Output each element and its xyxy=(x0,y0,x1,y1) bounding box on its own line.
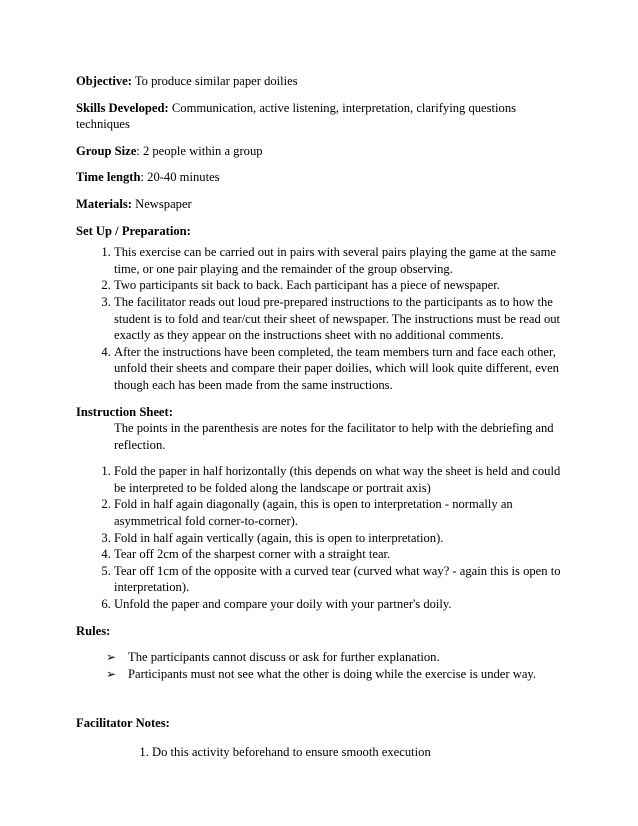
skills-line xyxy=(76,100,562,133)
instruction-item: 5. Tear off 1cm of the opposite with a curved tear (curved what way? - again this is open to interpretation). xyxy=(114,563,562,596)
facilitator-note-item: 1. Do this activity beforehand to ensure smooth execution xyxy=(152,744,562,761)
skills-text: Communication, active listening, interpretation, clarifying questions techniques xyxy=(76,100,517,132)
setup-item: 2. Two participants sit back to back. Each participant has a piece of newspaper. xyxy=(114,277,562,294)
group-size-label: Group Size xyxy=(76,143,137,158)
instruction-list xyxy=(76,463,562,612)
instruction-item: 1. Fold the paper in half horizontally (this depends on what way the sheet is held and could be interpreted to be folded along the landscape or portrait axis) xyxy=(114,463,562,496)
instruction-item: 4. Tear off 2cm of the sharpest corner with a straight tear. xyxy=(114,546,562,563)
facilitator-notes-heading: Facilitator Notes: xyxy=(76,716,170,731)
setup-item: 1. This exercise can be carried out in pairs with several pairs playing the game at the same time, or one pair playing and the remainder of the group observing. xyxy=(114,244,562,277)
rule-text: Participants must not see what the other is doing while the exercise is under way. xyxy=(128,666,537,681)
rule-text: The participants cannot discuss or ask for further explanation. xyxy=(128,650,440,665)
materials-label: Materials: xyxy=(76,196,132,211)
instruction-item: 2. Fold in half again diagonally (again, this is open to interpretation - normally an asymmetrical fold corner-to-corner). xyxy=(114,496,562,529)
rules-list xyxy=(76,649,562,682)
skills-label: Skills Developed: xyxy=(76,100,169,115)
objective-label: Objective: xyxy=(76,74,132,88)
rule-item xyxy=(106,666,562,683)
instruction-item: 3. Fold in half again vertically (again, this is open to interpretation). xyxy=(114,530,562,547)
rules-heading: Rules: xyxy=(76,623,111,638)
arrow-bullet-icon: ➢ xyxy=(106,666,117,681)
rule-item xyxy=(106,649,562,666)
time-length-label: Time length xyxy=(76,170,141,185)
materials-line xyxy=(76,196,562,213)
objective-line xyxy=(76,73,562,90)
setup-heading: Set Up / Preparation: xyxy=(76,223,191,238)
setup-item: 4. After the instructions have been completed, the team members turn and face each other, unfold their sheets and compare their paper doilies, which will look quite different, even though each has been made from the same instructions. xyxy=(114,344,562,394)
facilitator-notes-list xyxy=(76,744,562,761)
materials-text: Newspaper xyxy=(131,196,192,211)
instruction-sheet-intro: The points in the parenthesis are notes for the facilitator to help with the debriefing and reflection. xyxy=(114,421,554,452)
group-size-line xyxy=(76,143,562,160)
arrow-bullet-icon: ➢ xyxy=(106,650,117,665)
group-size-text: : 2 people within a group xyxy=(136,143,263,158)
time-length-text: : 20-40 minutes xyxy=(140,170,220,185)
instruction-sheet-heading: Instruction Sheet: xyxy=(76,404,173,419)
time-length-line xyxy=(76,169,562,186)
setup-item: 3. The facilitator reads out loud pre-prepared instructions to the participants as to how the student is to fold and tear/cut their sheet of newspaper. The instructions must be read out exactly as they appear on the instructions sheet with no additional comments. xyxy=(114,294,562,344)
objective-text: To produce similar paper doilies xyxy=(131,74,298,88)
setup-list xyxy=(76,244,562,393)
instruction-item: 6. Unfold the paper and compare your doily with your partner's doily. xyxy=(114,596,562,613)
